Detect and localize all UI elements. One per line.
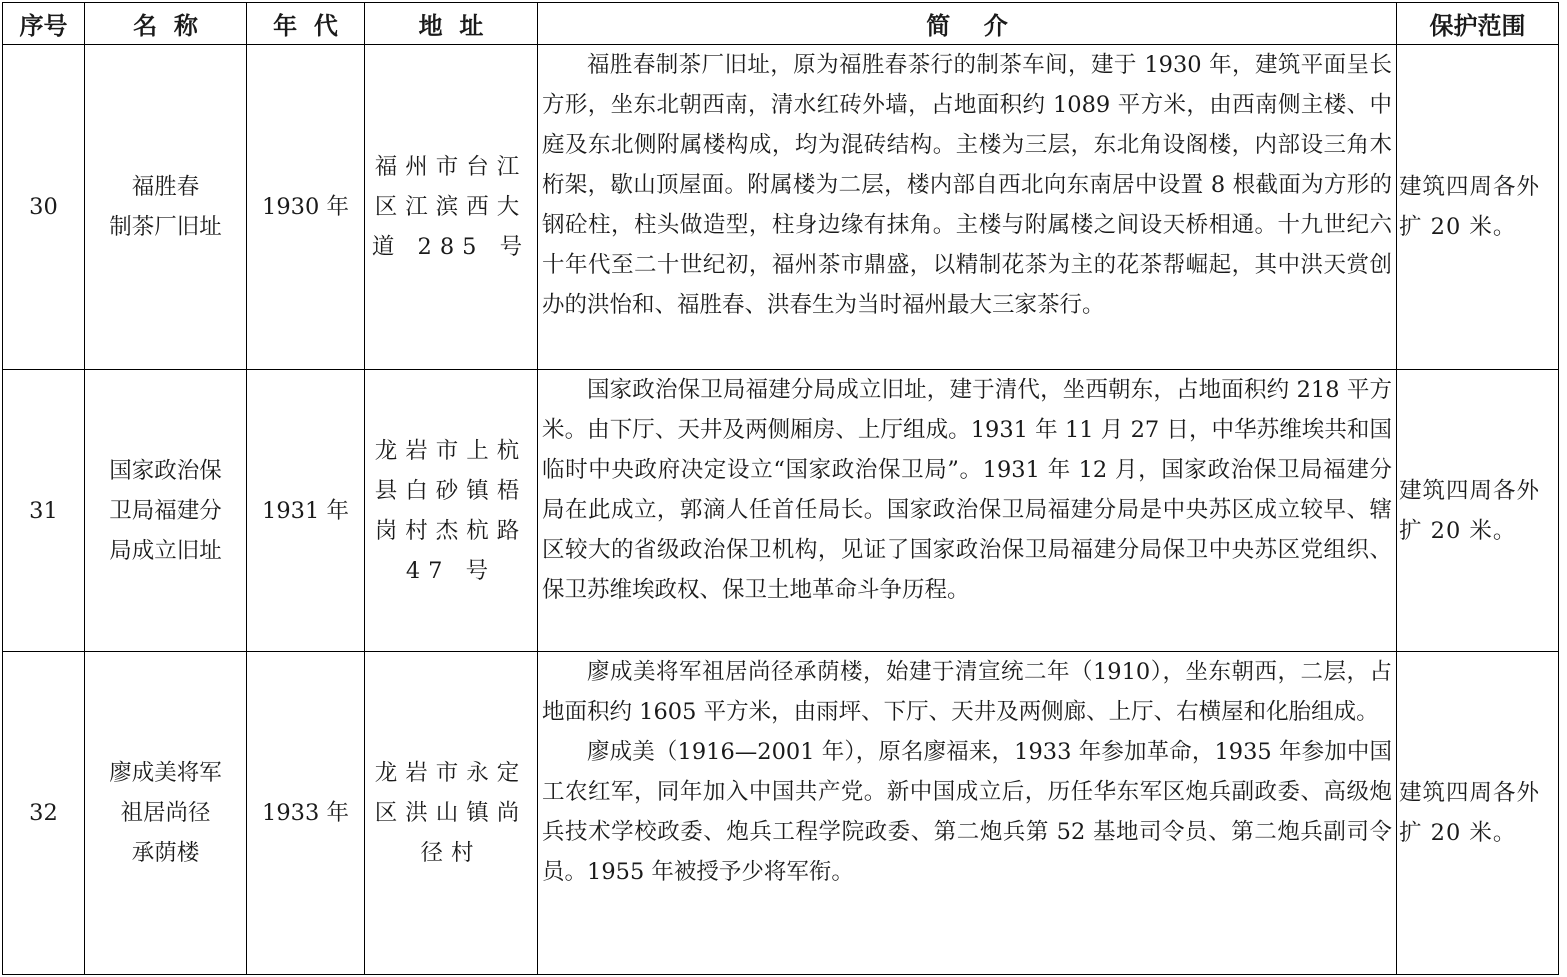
site-description: [538, 370, 1397, 652]
description-paragraph: 廖成美（1916—2001 年），原名廖福来，1933 年参加革命，1935 年参加中国工农红军，同年加入中国共产党。新中国成立后，历任华东军区炮兵副政委、高级炮兵技术学校政委、炮兵工程学院政委、第二炮兵第 52 基地司令员、第二炮兵副司令员。1955 年被授予少将军衔。: [542, 739, 1392, 885]
site-address-line: 区江滨西大: [374, 194, 528, 220]
row-number: 30: [3, 45, 85, 370]
row-number: 32: [3, 652, 85, 975]
site-name-line: 卫局福建分: [109, 497, 222, 524]
site-year: 1930 年: [247, 45, 365, 370]
site-name-line: 承荫楼: [131, 840, 200, 866]
site-address: [365, 45, 538, 370]
header-desc: 简 介: [538, 3, 1397, 45]
site-year: 1931 年: [247, 370, 365, 652]
description-paragraph: 国家政治保卫局福建分局成立旧址，建于清代，坐西朝东，占地面积约 218 平方米。由下厅、天井及两侧厢房、上厅组成。1931 年 11 月 27 日，中华苏维埃共和国临时中央政府决定设立“国家政治保卫局”。1931 年 12 月，国家政治保卫局福建分局在此成立，郭滴人任首任局长。国家政治保卫局福建分局是中央苏区成立较早、辖区较大的省级政治保卫机构，见证了国家政治保卫局福建分局保卫中央苏区党组织、保卫苏维埃政权、保卫土地革命斗争历程。: [542, 377, 1392, 603]
site-name-line: 国家政治保: [109, 457, 222, 484]
site-address: [365, 652, 538, 975]
site-name-line: 制茶厂旧址: [109, 214, 222, 240]
header-name: 名 称: [85, 3, 247, 45]
site-address-line: 径村: [420, 840, 482, 866]
site-name: [85, 370, 247, 652]
site-name-line: 祖居尚径: [120, 800, 211, 826]
protection-scope: 建筑四周各外扩 20 米。: [1397, 45, 1559, 370]
site-address: [365, 370, 538, 652]
site-name-line: 廖成美将军: [109, 760, 222, 786]
site-description: [538, 45, 1397, 370]
site-year: 1933 年: [247, 652, 365, 975]
table-row: [3, 45, 1559, 370]
site-name-line: 局成立旧址: [109, 537, 222, 564]
protection-scope: 建筑四周各外扩 20 米。: [1397, 652, 1559, 975]
row-number: 31: [3, 370, 85, 652]
header-addr: 地 址: [365, 3, 538, 45]
site-name: [85, 652, 247, 975]
table-row: [3, 370, 1559, 652]
description-paragraph: 福胜春制茶厂旧址，原为福胜春茶行的制茶车间，建于 1930 年，建筑平面呈长方形，坐东北朝西南，清水红砖外墙，占地面积约 1089 平方米，由西南侧主楼、中庭及东北侧附属楼构成，均为混砖结构。主楼为三层，东北角设阁楼，内部设三角木桁架，歇山顶屋面。附属楼为二层，楼内部自西北向东南居中设置 8 根截面为方形的钢砼柱，柱头做造型，柱身边缘有抹角。主楼与附属楼之间设天桥相通。十九世纪六十年代至二十世纪初，福州茶市鼎盛，以精制花茶为主的花茶帮崛起，其中洪天赏创办的洪怡和、福胜春、洪春生为当时福州最大三家茶行。: [542, 52, 1392, 318]
site-name: [85, 45, 247, 370]
site-address-line: 47 号: [405, 557, 497, 584]
header-num: 序号: [3, 3, 85, 45]
site-address-line: 龙岩市上杭: [374, 437, 528, 464]
site-address-line: 龙岩市永定: [374, 760, 528, 786]
site-address-line: 区洪山镇尚: [374, 800, 528, 826]
site-address-line: 岗村杰杭路: [374, 517, 528, 544]
site-address-line: 道 285 号: [371, 234, 531, 260]
site-address-line: 县白砂镇梧: [374, 477, 528, 504]
table-header-row: [3, 3, 1559, 45]
site-address-line: 福州市台江: [374, 154, 528, 180]
description-paragraph: 廖成美将军祖居尚径承荫楼，始建于清宣统二年（1910），坐东朝西，二层，占地面积约 1605 平方米，由雨坪、下厅、天井及两侧廊、上厅、右横屋和化胎组成。: [542, 659, 1392, 725]
table-row: [3, 652, 1559, 975]
site-name-line: 福胜春: [131, 174, 200, 200]
site-description: [538, 652, 1397, 975]
header-year: 年 代: [247, 3, 365, 45]
heritage-site-table: [2, 2, 1559, 975]
header-scope: 保护范围: [1397, 3, 1559, 45]
protection-scope: 建筑四周各外扩 20 米。: [1397, 370, 1559, 652]
